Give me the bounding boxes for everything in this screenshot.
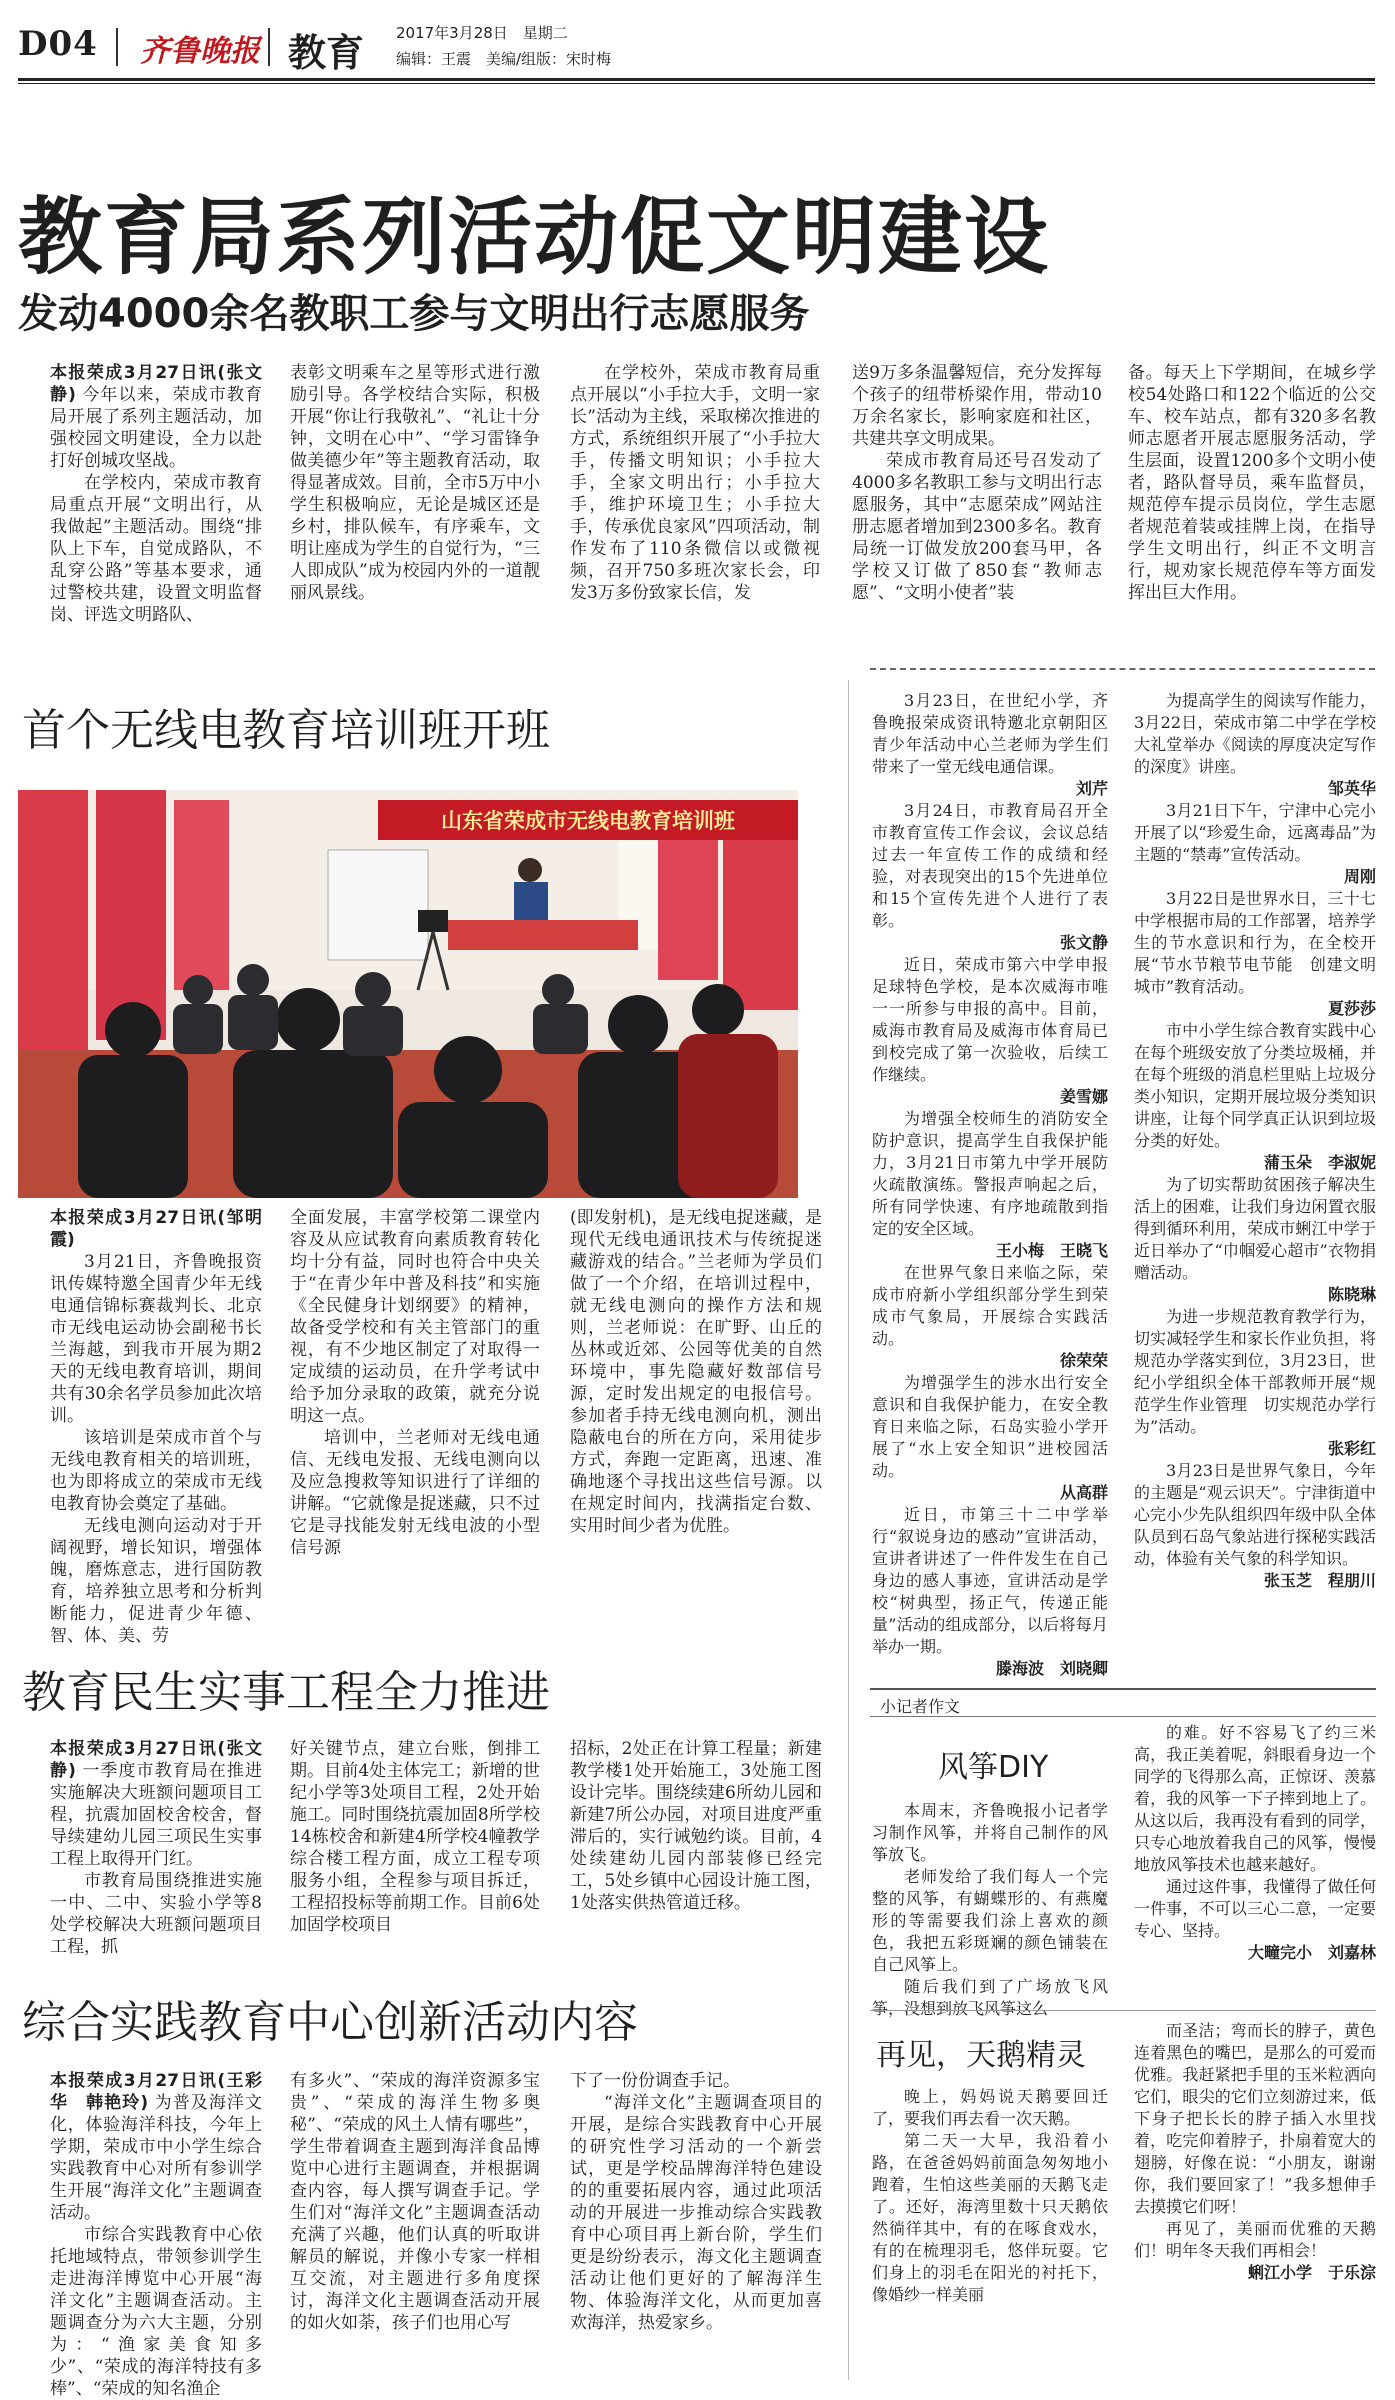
- brief-byline: 张玉芝 程朋川: [1263, 1571, 1376, 1590]
- divider: [116, 28, 118, 66]
- main-headline: 教育局系列活动促文明建设: [18, 188, 1051, 286]
- kite-essay-title: 风筝DIY: [938, 1750, 1049, 1785]
- essay-box-rule: [870, 1688, 1376, 1690]
- brief-byline: 刘芹: [1075, 779, 1108, 798]
- brief-item: 为增强全校师生的消防安全防护意识，提高学生自我保护能力，3月21日市第九中学开展防火疏散演练。警报声响起之后，所有同学快速、有序地疏散到指定的安全区域。: [872, 1109, 1108, 1238]
- minsheng-col-2: 好关键节点，建立台账，倒排工期。目前4处主体完工；新增的世纪小学等3处项目工程，2处开始施工。同时围绕抗震加固8所学校14栋校舍和新建4所学校4幢教学综合楼工程方面，成立工程专项服务小组，全程参与项目拆迁，工程招投标等前期工作。目前6处加固学校项目: [290, 1739, 540, 1935]
- brief-byline: 邹英华: [1327, 779, 1376, 798]
- brief-item: 在世界气象日来临之际，荣成市府新小学组织部分学生到荣成市气象局，开展综合实践活动。: [872, 1263, 1108, 1348]
- radio-col-3: (即发射机)，是无线电捉迷藏，是现代无线电通讯技术与传统捉迷藏游戏的结合。”兰老师为学员们做了一个介绍，在培训过程中，就无线电测向的操作方法和规则，兰老师说：在旷野、山丘的丛林或近郊、公园等优美的自然环境中，事先隐藏好数部信号源，定时发出规定的电报信号。参加者手持无线电测向机，测出隐蔽电台的所在方向，采用徒步方式，奔跑一定距离，迅速、准确地逐个寻找出这些信号源。以在规定时间内，找满指定台数、实用时间少者为优胜。: [570, 1208, 822, 1536]
- brief-item: 3月23日，在世纪小学，齐鲁晚报荣成资讯特邀北京朝阳区青少年活动中心兰老师为学生们带来了一堂无线电通信课。: [872, 691, 1108, 776]
- kite-essay-byline: 大疃完小 刘嘉林: [1247, 1943, 1376, 1962]
- brief-item: 3月22日是世界水日，三十七中学根据市局的工作部署，培养学生的节水意识和行为，在全校开展“节水节粮节电节能 创建文明城市”教育活动。: [1134, 889, 1376, 996]
- brief-byline: 张彩红: [1327, 1439, 1376, 1458]
- dateline-lead: 本报荣成3月27日讯(张文静): [50, 363, 262, 405]
- minsheng-col-1: 本报荣成3月27日讯(张文静) 一季度市教育局在推进实施解决大班额问题项目工程，抗震加固校舍校舍，督导续建幼儿园三项民生实事工程上取得开门红。 市教育局围绕推进实施一中、二中、实验小学等8处学校解决大班额问题项目工程，抓: [50, 1739, 262, 1957]
- swan-essay-col-1: 晚上，妈妈说天鹅要回迁了，要我们再去看一次天鹅。 第二天一大早，我沿着小路，在爸爸妈妈前面急匆匆地小跑着，生怕这些美丽的天鹅飞走了。还好，海湾里数十只天鹅依然徜徉其中，有的在啄食戏水，有的在梳理羽毛，悠伴玩耍。它们身上的羽毛在阳光的衬托下，像婚纱一样美丽: [872, 2087, 1108, 2304]
- minsheng-headline: 教育民生实事工程全力推进: [22, 1667, 550, 1718]
- divider: [268, 28, 270, 66]
- top-story-col-4: 送9万多条温馨短信，充分发挥每个孩子的纽带桥梁作用，带动10万余名家长，影响家庭和社区，共建共享文明成果。 荣成市教育局还号召发动了4000多名教职工参与文明出行志愿服务，其中“志愿荣成”网站注册志愿者增加到2300多名。教育局统一订做发放200套马甲，各学校又订做了850套“教师志愿”、“文明小使者”装: [852, 363, 1102, 603]
- brief-item: 3月23日是世界气象日，今年的主题是“观云识天”。宁津街道中心完小少先队组织四年级中队全体队员到石岛气象站进行探秘实践活动，体验有关气象的科学知识。: [1134, 1461, 1376, 1568]
- brief-byline: 蒲玉朵 李淑妮: [1263, 1153, 1376, 1172]
- brief-byline: 周刚: [1343, 867, 1376, 886]
- zonghe-col-2: 有多火”、“荣成的海洋资源多宝贵”、“荣成的海洋生物多奥秘”、“荣成的风土人情有哪些”，学生带着调查主题到海洋食品博览中心进行主题调查，并根据调查内容，每人撰写调查手记。学生们对“海洋文化”主题调查活动充满了兴趣，他们认真的听取讲解员的解说，并像小专家一样相互交流，对主题进行多角度探讨，海洋文化主题调查活动开展的如火如荼，孩子们也用心写: [290, 2071, 540, 2333]
- top-story-col-3: 在学校外，荣成市教育局重点开展以“小手拉大手，文明一家长”活动为主线，采取梯次推进的方式，系统组织开展了“小手拉大手，传播文明知识；小手拉大手，全家文明出行；小手拉大手，维护环境卫生；小手拉大手，传承优良家风”四项活动，制作发布了110条微信以或微视频，召开750多班次家长会，印发3万多份致家长信，发: [570, 363, 820, 603]
- essay-box-rule-thin: [870, 1716, 1376, 1717]
- brief-byline: 滕海波 刘晓卿: [995, 1659, 1108, 1678]
- brief-item: 3月24日，市教育局召开全市教育宣传工作会议，会议总结过去一年宣传工作的成绩和经验，对表现突出的15个先进单位和15个宣传先进个人进行了表彰。: [872, 801, 1108, 930]
- kite-essay-col-1: 本周末，齐鲁晚报小记者学习制作风筝，并将自己制作的风筝放飞。 老师发给了我们每人一个完整的风筝，有蝴蝶形的、有燕魔形的等需要我们涂上喜欢的颜色，我把五彩斑斓的颜色铺装在自己风筝上。 随后我们到了广场放飞风筝，没想到放飞风筝这么: [872, 1801, 1108, 2018]
- brief-byline: 姜雪娜: [1059, 1087, 1108, 1106]
- masthead-rule-thin: [18, 83, 1375, 84]
- brief-item: 近日，市第三十二中学举行“叙说身边的感动”宣讲活动，宣讲者讲述了一件件发生在自己身边的感人事迹，宣讲活动是学校“树典型，扬正气，传递正能量”活动的组成部分，以后将每月举办一期。: [872, 1505, 1108, 1656]
- masthead-rule: [18, 78, 1375, 81]
- top-story-col-2: 表彰文明乘车之星等形式进行激励引导。各学校结合实际，积极开展“你让行我敬礼”、“礼让十分钟，文明在心中”、“学习雷锋争做美德少年”等主题教育活动，取得显著成效。目前，全市5万中小学生积极响应，无论是城区还是乡村，排队候车，有序乘车，文明让座成为学生的自觉行为，“三人即成队”成为校园内外的一道靓丽风景线。: [290, 363, 540, 603]
- photo-banner-text: 山东省荣成市无线电教育培训班: [441, 809, 735, 833]
- brief-byline: 夏莎莎: [1327, 999, 1376, 1018]
- radio-col-2: 全面发展，丰富学校第二课堂内容及从应试教育向素质教育转化均十分有益，同时也符合中央关于“在青少年中普及科技”和实施《全民健身计划纲要》的精神，故备受学校和有关主管部门的重视，有不少地区制定了对取得一定成绩的运动员，在升学考试中给予加分录取的政策，就充分说明这一点。 培训中，兰老师对无线电通信、无线电发报、无线电测向以及应急搜救等知识进行了详细的讲解。“它就像是捉迷藏，只不过它是寻找能发射无线电波的小型信号源: [290, 1208, 540, 1558]
- page-number: D04: [18, 24, 98, 64]
- training-class-photo: [18, 790, 798, 1198]
- swan-essay-byline: 蜊江小学 于乐淙: [1247, 2263, 1376, 2282]
- brief-item: 近日，荣成市第六中学申报足球特色学校，是本次威海市唯一一所参与申报的高中。目前，威海市教育局及威海市体育局已到校完成了第一次验收，后续工作继续。: [872, 955, 1108, 1084]
- newspaper-logo: 齐鲁晚报: [140, 34, 260, 69]
- column-rule: [848, 680, 849, 2380]
- radio-col-1: 本报荣成3月27日讯(邹明霞) 3月21日，齐鲁晚报资讯传媒特邀全国青少年无线电通信锦标赛裁判长、北京市无线电运动协会副秘书长兰海越，到我市开展为期2天的无线电教育培训，期间共有30余名学员参加此次培训。 该培训是荣成市首个与无线电教育相关的培训班，也为即将成立的荣成市无线电教育协会奠定了基础。 无线电测向运动对于开阔视野，增长知识，增强体魄，磨炼意志，进行国防教育，培养独立思考和分析判断能力，促进青少年德、智、体、美、劳: [50, 1208, 262, 1646]
- zonghe-col-1: 本报荣成3月27日讯(王彩华 韩艳玲) 为普及海洋文化，体验海洋科技，今年上学期，荣成市中小学生综合实践教育中心对所有参训学生开展“海洋文化”主题调查活动。 市综合实践教育中心依托地域特点，带领参训学生走进海洋博览中心开展“海洋文化”主题调查活动。主题调查分为六大主题，分别为：“渔家美食知多少”、“荣成的海洋特技有多棒”、“荣成的知名渔企: [50, 2071, 262, 2399]
- minsheng-col-3: 招标，2处正在计算工程量；新建教学楼1处开始施工，3处施工图设计完毕。围绕续建6所幼儿园和新建7所公办园，对项目进度严重滞后的，实行诫勉约谈。目前，4处续建幼儿园内部装修已经完工，5处乡镇中心园设计施工图，1处落实供热管道迁移。: [570, 1739, 822, 1913]
- essay-box-label: 小记者作文: [880, 1697, 961, 1716]
- brief-item: 为增强学生的涉水出行安全意识和自我保护能力，在安全教育日来临之际，石岛实验小学开展了“水上安全知识”进校园活动。: [872, 1373, 1108, 1480]
- brief-item: 3月21日下午，宁津中心完小开展了以“珍爱生命，远离毒品”为主题的“禁毒”宣传活动。: [1134, 801, 1376, 864]
- brief-byline: 陈晓琳: [1327, 1285, 1376, 1304]
- issue-date: 2017年3月28日 星期二: [396, 24, 568, 42]
- main-subheadline: 发动4000余名教职工参与文明出行志愿服务: [18, 291, 810, 337]
- brief-byline: 张文静: [1059, 933, 1108, 952]
- brief-byline: 从高群: [1059, 1483, 1108, 1502]
- swan-essay-title: 再见，天鹅精灵: [876, 2038, 1086, 2073]
- briefs-col-left: [872, 690, 1108, 1680]
- kite-essay-col-2: 的难。好不容易飞了约三米高，我正美着呢，斜眼看身边一个同学的飞得那么高，正惊讶、羡慕着，我的风筝一下子摔到地上了。从这以后，我再没有看到的同学，只专心地放着我自己的风筝，慢慢地放风筝技术也越来越好。 通过这件事，我懂得了做任何一件事，不可以三心二意，一定要专心、坚持。 大疃完小 刘嘉林: [1134, 1723, 1376, 1962]
- top-story-col-5: 备。每天上下学期间，在城乡学校54处路口和122个临近的公交车、校车站点，都有320多名教师志愿者开展志愿服务活动，学生层面，设置1200多个文明小使者，路队督导员，乘车监督员，规范停车提示员岗位，学生志愿者规范着装或挂牌上岗，在指导学生文明出行，纠正不文明言行，规劝家长规范停车等方面发挥出巨大作用。: [1128, 363, 1376, 603]
- brief-byline: 王小梅 王晓飞: [995, 1241, 1108, 1260]
- editor-credits: 编辑：王震 美编/组版：宋时梅: [396, 50, 612, 68]
- zonghe-headline: 综合实践教育中心创新活动内容: [22, 1997, 638, 2048]
- brief-byline: 徐荣荣: [1059, 1351, 1108, 1370]
- brief-item: 市中小学生综合教育实践中心在每个班级安放了分类垃圾桶，并在每个班级的消息栏里贴上垃圾分类小知识，定期开展垃圾分类知识讲座，让每个同学真正认识到垃圾分类的好处。: [1134, 1021, 1376, 1150]
- briefs-divider: [870, 668, 1375, 670]
- masthead: [18, 18, 1373, 75]
- brief-item: 为提高学生的阅读写作能力，3月22日，荣成市第二中学在学校大礼堂举办《阅读的厚度决定写作的深度》讲座。: [1134, 691, 1376, 776]
- zonghe-col-3: 下了一份份调查手记。 “海洋文化”主题调查项目的开展，是综合实践教育中心开展的研究性学习活动的一个新尝试，更是学校品牌海洋特色建设的的重要拓展内容，通过此项活动的开展进一步推动综合实践教育中心项目再上新台阶，学生们更是纷纷表示，海文化主题调查活动让他们更好的了解海洋生物、体验海洋文化，从而更加喜欢海洋，热爱家乡。: [570, 2071, 822, 2333]
- briefs-col-right: [1134, 690, 1376, 1680]
- radio-headline: 首个无线电教育培训班开班: [22, 705, 550, 756]
- classroom-photo-image: [18, 790, 798, 1198]
- section-name: 教育: [288, 31, 365, 75]
- top-story-col-1: 本报荣成3月27日讯(张文静) 今年以来，荣成市教育局开展了系列主题活动，加强校园文明建设，全力以赴打好创城攻坚战。 在学校内，荣成市教育局重点开展“文明出行，从我做起”主题活动。围绕“排队上下车，自觉成路队，不乱穿公路”等基本要求，通过警校共建，设置文明监督岗、评选文明路队、: [50, 363, 262, 625]
- brief-item: 为了切实帮助贫困孩子解决生活上的困难，让我们身边闲置衣服得到循环利用，荣成市蜊江中学于近日举办了“巾帼爱心超市”衣物捐赠活动。: [1134, 1175, 1376, 1282]
- brief-item: 为进一步规范教育教学行为，切实减轻学生和家长作业负担，将规范办学落实到位，3月23日，世纪小学组织全体干部教师开展“规范学生作业管理 切实规范办学行为”活动。: [1134, 1307, 1376, 1436]
- essay-divider: [870, 2010, 1376, 2011]
- swan-essay-col-2: 而圣洁；弯而长的脖子，黄色连着黑色的嘴巴，是那么的可爱而优雅。我赶紧把手里的玉米粒洒向它们，眼尖的它们立刻游过来，低下身子把长长的脖子插入水里找着，吃完仰着脖子，扑扇着宽大的翅膀，好像在说：“小朋友，谢谢你，我们要回家了！”我多想伸手去摸摸它们呀！ 再见了，美丽而优雅的天鹅们！明年冬天我们再相会！ 蜊江小学 于乐淙: [1134, 2021, 1376, 2282]
